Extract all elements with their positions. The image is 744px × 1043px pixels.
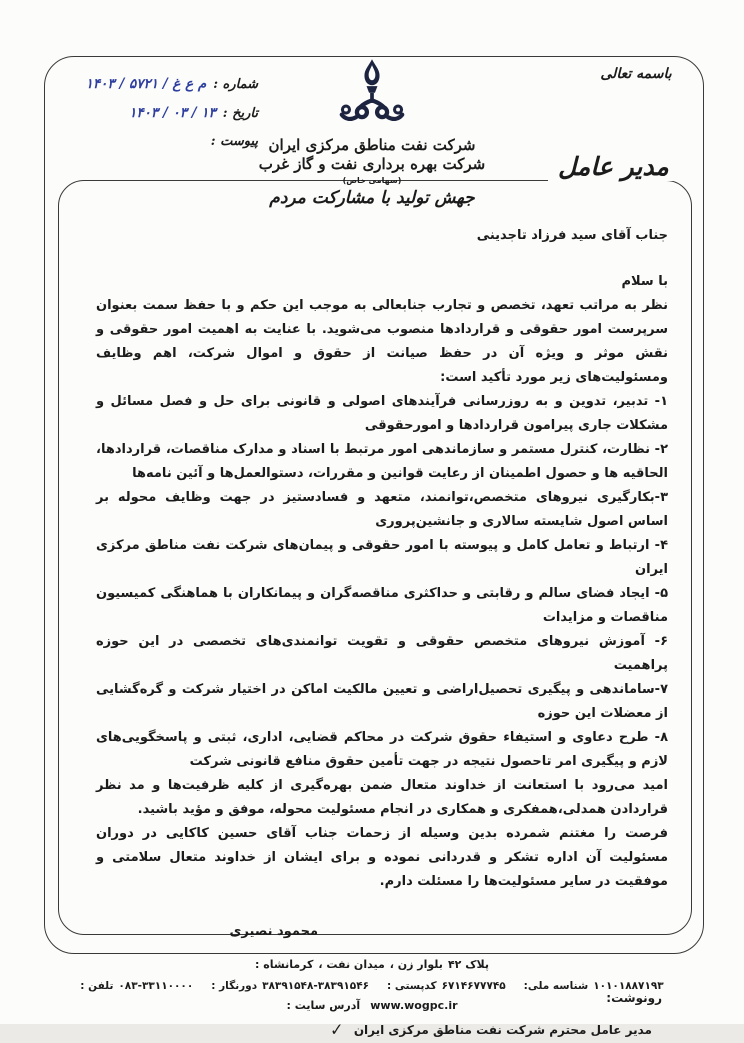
- check-icon: ✓: [330, 1018, 344, 1041]
- footer-website-line: [0, 999, 744, 1012]
- duty-item-2: ۲- نظارت، کنترل مستمر و سازماندهی امور مرتبط با اسناد و مدارک مناقصات، قراردادها، الحاقیه ها و حصول اطمینان از رعایت قوانین و مقررات، دستوالعمل‌ها و آئین نامه‌ها: [96, 442, 668, 481]
- date-value-handwritten: ۱۴۰۳ / ۰۳ / ۱۳: [129, 105, 216, 121]
- duty-item-3: ۳-بکارگیری نیروهای متخصص،توانمند، متعهد و فسادستیز در جهت وظایف محوله بر اساس اصول شایسته سالاری و جانشین‌پروری: [96, 490, 668, 529]
- nioc-flame-logo-icon: [330, 58, 414, 136]
- national-id-value: ۱۰۱۰۱۸۸۷۱۹۳: [593, 980, 664, 992]
- company-type-line: (سهامی خاص): [342, 176, 402, 185]
- recipient-name: جناب آقای سید فرزاد تاجدینی: [476, 228, 668, 243]
- footer-contacts-line: [0, 980, 744, 992]
- cc-recipient-text: مدیر عامل محترم شرکت نفت مناطق مرکزی ایران: [353, 1023, 652, 1037]
- duty-item-7: ۷-ساماندهی و پیگیری تحصیل‌اراضی و تعیین مالکیت اماکن در اختیار شرکت و گره‌گشایی از معضلات این حوزه: [96, 682, 668, 721]
- duty-item-6: ۶- آموزش نیروهای متخصص حقوقی و تقویت توانمندی‌های تخصصی در این حوزه پراهمیت: [96, 634, 668, 673]
- sender-role-title: مدیر عامل: [548, 152, 679, 181]
- intro-text-pre: نظر به مراتب تعهد، تخصص و تجارب جنابعالی به موجب این حکم و با حفظ سمت بعنوان: [96, 298, 668, 313]
- website-label: آدرس سایت :: [286, 999, 361, 1012]
- intro-text-post: منصوب می‌شوید. با عنایت به اهمیت امور حقوقی و نقش موثر و ویژه آن در حفظ صیانت از حقوق و اموال شرکت، اهم وظایف ومسئولیت‌های زیر مورد تأکید است:: [96, 322, 668, 385]
- letter-body-text: [96, 224, 668, 1042]
- closing-paragraph-2: فرصت را مغتنم شمرده بدین وسیله از زحمات جناب آقای حسین کاکایی در دوران مسئولیت آن اداره تشکر و قدردانی نموده و برای ایشان از خداوند متعال سلامتی و موفقیت در سایر مسئولیت‌ها را مسئلت دارم.: [96, 826, 668, 889]
- duty-item-1: ۱- تدبیر، تدوین و به روزرسانی فرآیندهای اصولی و قانونی برای حل و فصل مسائل و مشکلات جاری پیرامون قراردادها و امورحقوقی: [96, 394, 668, 433]
- letter-date-row: [58, 105, 258, 121]
- footer-square: میدان نفت ،: [318, 958, 385, 971]
- duty-item-4: ۴- ارتباط و تعامل کامل و پیوسته با امور حقوقی و پیمان‌های شرکت نفت مناطق مرکزی ایران: [96, 538, 668, 577]
- number-value-handwritten: ۱۴۰۳ / م ع غ / ۵۷۲۱: [85, 76, 207, 92]
- signature-name: محمود نصیری: [229, 924, 318, 939]
- besmele-text: باسمه تعالی: [600, 66, 672, 82]
- company-name-line2: شرکت بهره برداری نفت و گاز غرب: [258, 155, 486, 173]
- company-name-line1: شرکت نفت مناطق مرکزی ایران: [268, 136, 476, 154]
- cc-item: [96, 1018, 652, 1042]
- phone-label: تلفن :: [80, 980, 114, 992]
- letter-meta-block: [58, 76, 258, 162]
- phone-value: ۰۸۳-۳۳۱۱۰۰۰۰: [118, 980, 194, 992]
- postal-label: کدپستی :: [387, 980, 437, 992]
- website-url: www.wogpc.ir: [370, 999, 458, 1012]
- closing-paragraph-1: امید می‌رود با استعانت از خداوند متعال ضمن بهره‌گیری از کلیه ظرفیت‌ها و مد نظر قراردادن همدلی،همفکری و همکاری در انجام مسئولیت محوله، موفق و مؤید باشید.: [96, 778, 668, 817]
- date-label: تاریخ :: [222, 105, 258, 121]
- intro-paragraph: [96, 294, 668, 390]
- footer-plaque: پلاک ۴۲: [447, 958, 489, 971]
- footer-city: کرمانشاه :: [255, 958, 314, 971]
- fax-label: دورنگار :: [211, 980, 258, 992]
- footer-phone: [80, 980, 193, 992]
- footer-boulevard: بلوار زن ،: [389, 958, 443, 971]
- postal-value: ۶۷۱۴۶۷۷۷۴۵: [441, 980, 506, 992]
- footer-block: [0, 958, 744, 1012]
- duty-item-5: ۵- ایجاد فضای سالم و رقابتی و حداکثری مناقصه‌گران و پیمانکاران با هماهنگی کمیسیون مناقصات و مزایدات: [96, 586, 668, 625]
- letter-attachment-row: [58, 134, 258, 149]
- duty-item-8: ۸- طرح دعاوی و استیفاء حقوق شرکت در محاکم قضایی، اداری، ثبتی و پاسخگویی‌های لازم و پیگیری امر تاحصول نتیجه در جهت تأمین حقوق منافع قانونی شرکت: [96, 730, 668, 769]
- fax-value: ۳۸۳۹۱۵۴۸-۳۸۳۹۱۵۴۶: [262, 980, 370, 992]
- letter-number-row: [58, 76, 258, 92]
- number-label: شماره :: [213, 76, 258, 92]
- footer-postal-code: [387, 980, 506, 992]
- company-brand-block: [252, 58, 492, 185]
- footer-national-id: [524, 980, 664, 992]
- year-slogan: جهش تولید با مشارکت مردم: [269, 188, 475, 208]
- position-title-bold: سرپرست امور حقوقی و قراردادها: [440, 322, 668, 337]
- national-id-label: شناسه ملی:: [523, 980, 589, 992]
- footer-address-line: [0, 958, 744, 971]
- salutation: با سلام: [621, 274, 668, 289]
- cc-label: رونوشت:: [606, 991, 662, 1005]
- attachment-label: پیوست :: [210, 134, 258, 149]
- footer-fax: [211, 980, 369, 992]
